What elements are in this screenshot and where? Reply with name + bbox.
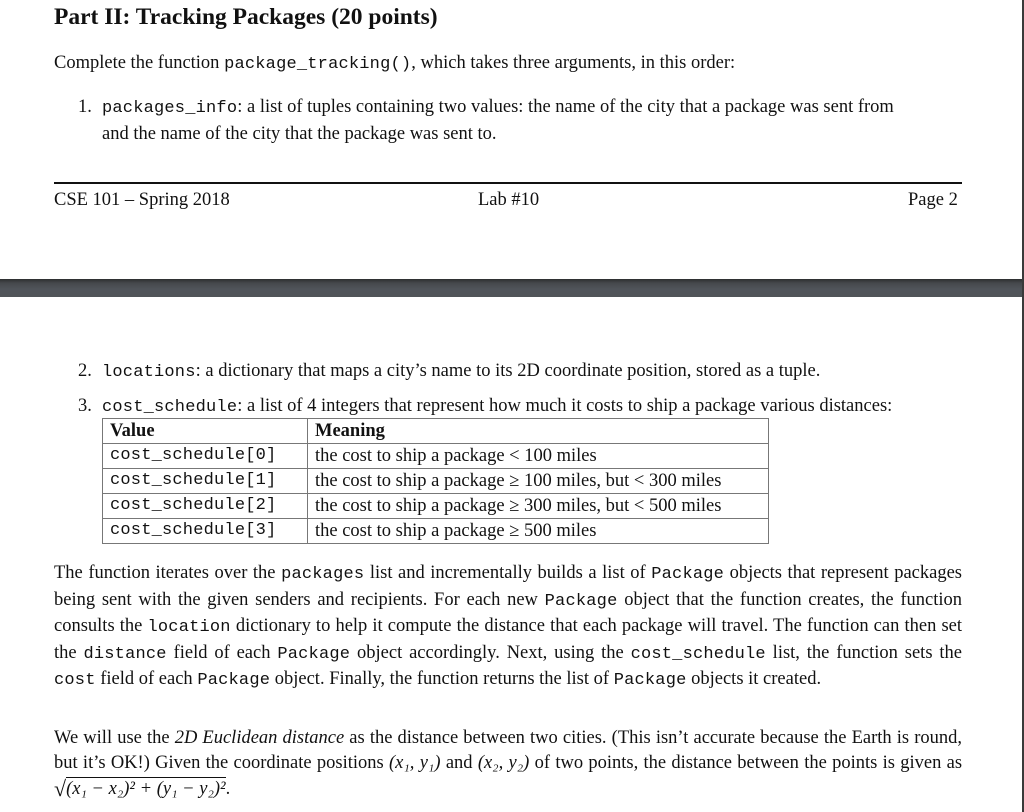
- text: as the distance between two cities. (This isn’t accurate because the Earth is round, but it’s OK!) Given the coordinate positions: [54, 728, 962, 773]
- footer-course: CSE 101 – Spring 2018: [54, 190, 230, 210]
- cost-schedule-table: [102, 418, 769, 544]
- text: object accordingly. Next, using the: [350, 642, 631, 663]
- argument-item-3: [78, 394, 892, 421]
- table-row: [103, 469, 769, 494]
- text: list, the function sets the: [765, 642, 962, 663]
- meaning-cell: the cost to ship a package < 100 miles: [308, 444, 769, 469]
- meaning-cell: the cost to ship a package ≥ 500 miles: [308, 519, 769, 544]
- code: Package: [651, 565, 725, 584]
- math-point-2: (x₂, y₂): [477, 752, 530, 773]
- meaning-cell: the cost to ship a package ≥ 100 miles, but < 300 miles: [308, 469, 769, 494]
- code: location: [147, 618, 231, 637]
- table-header-row: [103, 419, 769, 444]
- text: field of each: [95, 669, 198, 689]
- code: cost_schedule: [630, 644, 766, 664]
- code: Package: [277, 644, 351, 664]
- item-number: 2.: [78, 361, 92, 381]
- code: packages: [281, 565, 365, 584]
- distance-paragraph: [54, 726, 962, 802]
- item-number: 1.: [78, 97, 92, 117]
- intro-text-end: , which takes three arguments, in this order:: [411, 53, 736, 73]
- argument-item-1: [78, 95, 968, 146]
- table-row: [103, 494, 769, 519]
- value-cell: cost_schedule[2]: [103, 494, 308, 519]
- column-header-meaning: Meaning: [308, 419, 769, 444]
- section-title: Part II: Tracking Packages (20 points): [54, 4, 438, 30]
- value-cell: cost_schedule[3]: [103, 519, 308, 544]
- text: dictionary to help it compute the distance that each package will travel. The function can then set the: [54, 616, 962, 663]
- code: Package: [613, 671, 687, 690]
- math-point-1: (x₁, y₁): [389, 752, 441, 773]
- argument-description: : a list of 4 integers that represent how much it costs to ship a package various distances:: [237, 396, 893, 416]
- column-header-value: Value: [103, 419, 308, 444]
- function-name-code: package_tracking(): [224, 55, 412, 74]
- function-description-paragraph: [54, 561, 962, 694]
- page-break-separator: [0, 279, 1022, 297]
- text: list and incrementally builds a list of: [364, 563, 652, 583]
- intro-text: Complete the function: [54, 53, 225, 73]
- table-row: [103, 444, 769, 469]
- code: Package: [544, 591, 618, 611]
- argument-description: : a list of tuples containing two values: the name of the city that a package was sent from: [237, 97, 894, 117]
- argument-code: locations: [102, 363, 196, 382]
- text: field of each: [166, 642, 278, 663]
- intro-paragraph: [54, 51, 735, 78]
- footer-rule: [54, 182, 962, 184]
- value-cell: cost_schedule[1]: [103, 469, 308, 494]
- text: of two points, the distance between the points is given as: [529, 752, 963, 773]
- emphasis: 2D Euclidean distance: [174, 728, 345, 748]
- code: distance: [83, 644, 167, 664]
- code: Package: [197, 671, 271, 690]
- text: and: [440, 752, 478, 773]
- footer-page-number: Page 2: [908, 190, 958, 210]
- argument-item-2: [78, 359, 820, 386]
- argument-description-continued: and the name of the city that the package was sent to.: [102, 123, 497, 144]
- argument-description: : a dictionary that maps a city’s name to its 2D coordinate position, stored as a tuple.: [195, 361, 821, 381]
- argument-code: packages_info: [102, 99, 238, 118]
- code: cost: [54, 671, 96, 690]
- text: .: [225, 779, 231, 799]
- text: objects that represent packages being sent with the given senders and recipients. For each new: [54, 563, 962, 610]
- text: The function iterates over the: [54, 563, 282, 583]
- square-root-icon: √: [54, 776, 67, 801]
- table-row: [103, 519, 769, 544]
- text: objects it created.: [686, 669, 822, 689]
- text: object. Finally, the function returns the list of: [270, 669, 614, 689]
- text: object that the function creates, the function consults the: [54, 589, 962, 636]
- text: We will use the: [54, 728, 175, 748]
- formula-radicand: (x₁ − x₂)² + (y₁ − y₂)²: [66, 779, 226, 799]
- footer-lab: Lab #10: [478, 190, 540, 210]
- argument-code: cost_schedule: [102, 398, 238, 417]
- meaning-cell: the cost to ship a package ≥ 300 miles, but < 500 miles: [308, 494, 769, 519]
- value-cell: cost_schedule[0]: [103, 444, 308, 469]
- item-number: 3.: [78, 396, 92, 416]
- distance-formula: [54, 775, 226, 802]
